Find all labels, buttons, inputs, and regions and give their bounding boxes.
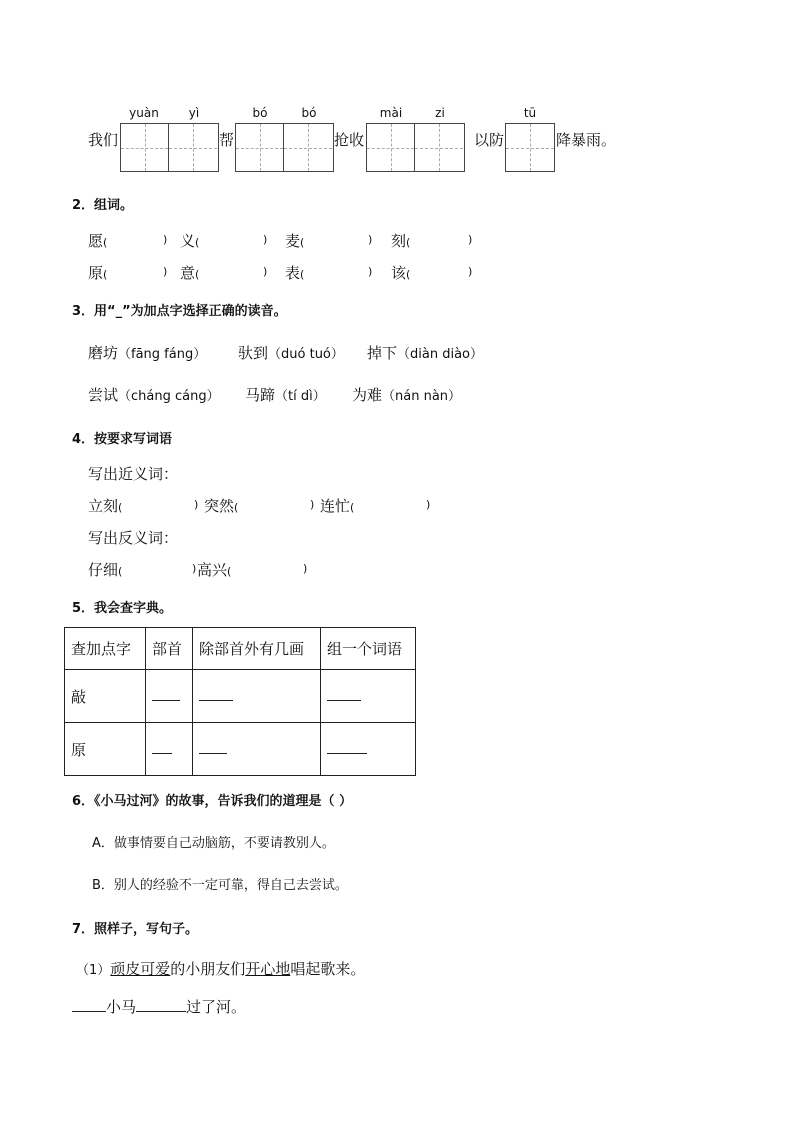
word-item: 意( <box>180 264 200 282</box>
question-3-title: 3．用“_”为加点字选择正确的读音。 <box>72 304 287 319</box>
table-header: 查加点字 <box>65 628 146 670</box>
antonym-label: 写出反义词： <box>88 529 179 547</box>
pinyin: bó <box>301 106 317 120</box>
answer-blank[interactable] <box>72 1000 106 1012</box>
fill-sentence: 小马 过了河。 <box>72 996 246 1017</box>
answer-blank[interactable] <box>193 723 321 776</box>
table-cell: 原 <box>65 723 146 776</box>
pinyin: yuàn <box>129 106 159 120</box>
answer-blank[interactable] <box>136 1000 186 1012</box>
table-header: 组一个词语 <box>321 628 416 670</box>
writing-grid[interactable] <box>120 123 219 172</box>
pinyin: yì <box>188 106 200 120</box>
writing-grid[interactable] <box>505 123 555 172</box>
pronunciation-item: 磨坊（fāng fáng） <box>88 344 207 362</box>
pronunciation-item: 为难（nán nàn） <box>352 386 462 404</box>
word-item: 麦( <box>285 232 305 250</box>
writing-grid[interactable] <box>366 123 465 172</box>
example-sentence: （1）顽皮可爱的小朋友们开心地唱起歌来。 <box>76 960 366 978</box>
option-a[interactable]: A．做事情要自己动脑筋，不要请教别人。 <box>92 836 335 851</box>
synonym-item: 突然( <box>204 497 239 515</box>
sentence-text: 降暴雨。 <box>556 131 617 149</box>
pinyin: bó <box>252 106 268 120</box>
synonym-item: 立刻( <box>88 497 123 515</box>
synonym-label: 写出近义词： <box>88 465 179 483</box>
pinyin: tū <box>523 106 537 120</box>
question-2-title: 2．组词。 <box>72 198 134 213</box>
synonym-item: 连忙( <box>320 497 355 515</box>
pronunciation-item: 尝试（cháng cáng） <box>88 386 220 404</box>
word-item: 原( <box>88 264 108 282</box>
question-4-title: 4．按要求写词语 <box>72 432 173 447</box>
pronunciation-item: 驮到（duó tuó） <box>238 344 344 362</box>
question-5-title: 5．我会查字典。 <box>72 601 173 616</box>
table-header: 除部首外有几画 <box>193 628 321 670</box>
word-item: 该( <box>391 264 411 282</box>
antonym-item: 仔细( <box>88 561 123 579</box>
word-item: 愿( <box>88 232 108 250</box>
pronunciation-item: 掉下（diàn diào） <box>367 344 484 362</box>
sentence-text: 以防 <box>474 131 505 149</box>
pronunciation-item: 马蹄（tí dì） <box>245 386 326 404</box>
word-item: 义( <box>180 232 200 250</box>
antonym-item: 高兴( <box>197 561 232 579</box>
writing-grid[interactable] <box>235 123 334 172</box>
sentence-text: 我们 <box>88 131 119 149</box>
pinyin: zi <box>435 106 445 120</box>
answer-blank[interactable] <box>146 670 193 723</box>
answer-blank[interactable] <box>321 670 416 723</box>
word-item: 刻( <box>391 232 411 250</box>
option-b[interactable]: B．别人的经验不一定可靠，得自己去尝试。 <box>92 878 348 893</box>
answer-blank[interactable] <box>193 670 321 723</box>
answer-blank[interactable] <box>146 723 193 776</box>
word-item: 表( <box>285 264 305 282</box>
pinyin: mài <box>379 106 403 120</box>
question-7-title: 7．照样子，写句子。 <box>72 922 199 937</box>
table-row <box>65 670 416 723</box>
question-6-title: 6．《小马过河》的故事，告诉我们的道理是（ ） <box>72 794 353 809</box>
sentence-text: 抢收 <box>334 131 365 149</box>
dictionary-table <box>64 627 416 776</box>
table-row <box>65 723 416 776</box>
table-header: 部首 <box>146 628 193 670</box>
sentence-text: 帮 <box>219 131 235 149</box>
answer-blank[interactable] <box>321 723 416 776</box>
table-cell: 敲 <box>65 670 146 723</box>
